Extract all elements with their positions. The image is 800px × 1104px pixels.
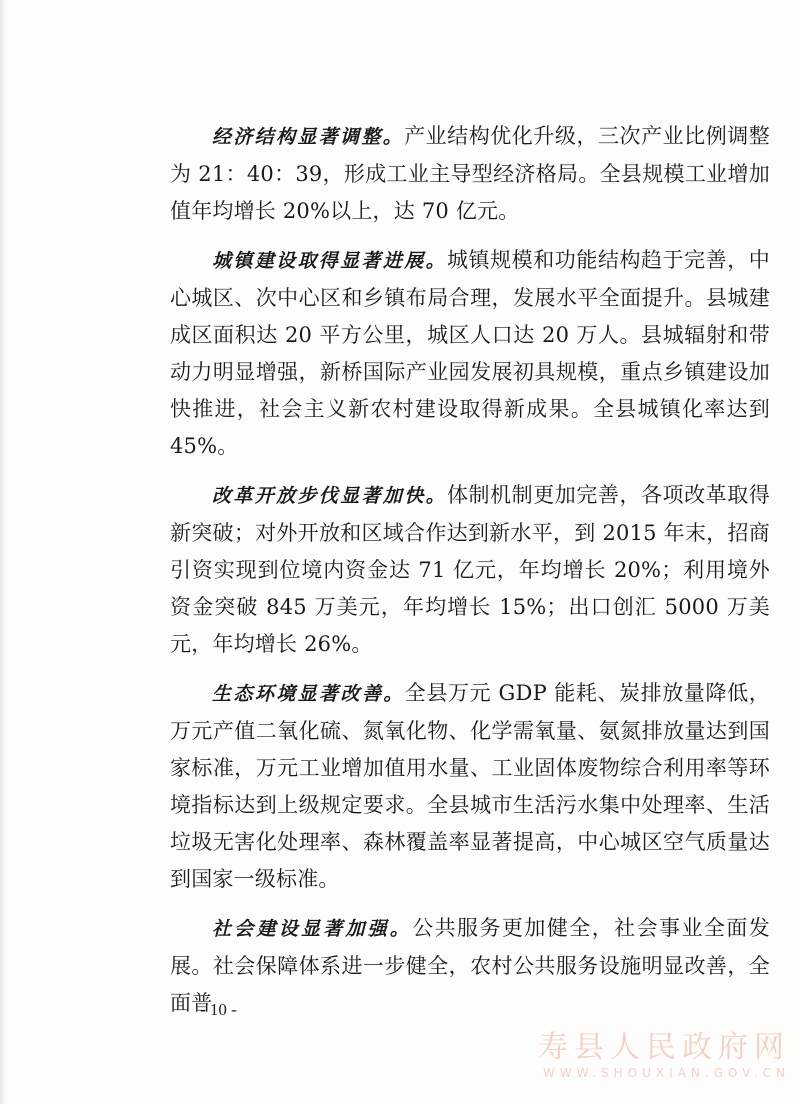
paragraph-social-construction	[170, 910, 770, 1022]
paragraph-lead: 改革开放步伐显著加快。	[212, 485, 447, 507]
paragraph-lead: 经济结构显著调整。	[212, 126, 405, 148]
paragraph-reform-opening	[170, 477, 770, 663]
paragraph-lead: 社会建设显著加强。	[212, 918, 413, 940]
paragraph-lead: 生态环境显著改善。	[212, 683, 405, 705]
paragraph-ecology	[170, 675, 770, 898]
site-watermark	[538, 1030, 790, 1080]
paragraph-text: 全县万元 GDP 能耗、炭排放量降低，万元产值二氧化硫、氮氧化物、化学需氧量、氨氮排放量达到国家标准，万元工业增加值用水量、工业固体废物综合利用率等环境指标达到上级规定要求。全县城市生活污水集中处理率、生活垃圾无害化处理率、森林覆盖率显著提高，中心城区空气质量达到国家一级标准。	[170, 681, 770, 891]
document-body	[170, 118, 770, 1034]
paragraph-text: 产业结构优化升级，三次产业比例调整为 21：40：39，形成工业主导型经济格局。全县规模工业增加值年均增长 20%以上，达 70 亿元。	[170, 124, 770, 223]
watermark-chinese: 寿县人民政府网	[538, 1030, 790, 1065]
paragraph-urban-construction	[170, 242, 770, 465]
paragraph-text: 公共服务更加健全，社会事业全面发展。社会保障体系进一步健全，农村公共服务设施明显改善，全面普	[170, 916, 770, 1015]
paragraph-economic-structure	[170, 118, 770, 230]
paragraph-text: 体制机制更加完善，各项改革取得新突破；对外开放和区域合作达到新水平，到 2015 年末，招商引资实现到位境内资金达 71 亿元，年均增长 20%；利用境外资金突破 845 万美元，年均增长 15%；出口创汇 5000 万美元，年均增长 26%。	[170, 483, 770, 656]
paragraph-lead: 城镇建设取得显著进展。	[212, 250, 447, 272]
page-number: - 10 -	[200, 1000, 237, 1019]
page-fold-shadow	[0, 0, 6, 1104]
paragraph-text: 城镇规模和功能结构趋于完善，中心城区、次中心区和乡镇布局合理，发展水平全面提升。县城建成区面积达 20 平方公里，城区人口达 20 万人。县城辐射和带动力明显增强，新桥国际产业园发展初具规模，重点乡镇建设加快推进，社会主义新农村建设取得新成果。全县城镇化率达到 45%。	[170, 248, 770, 458]
watermark-url: WWW.SHOUXIAN.GOV.CN	[542, 1066, 790, 1080]
